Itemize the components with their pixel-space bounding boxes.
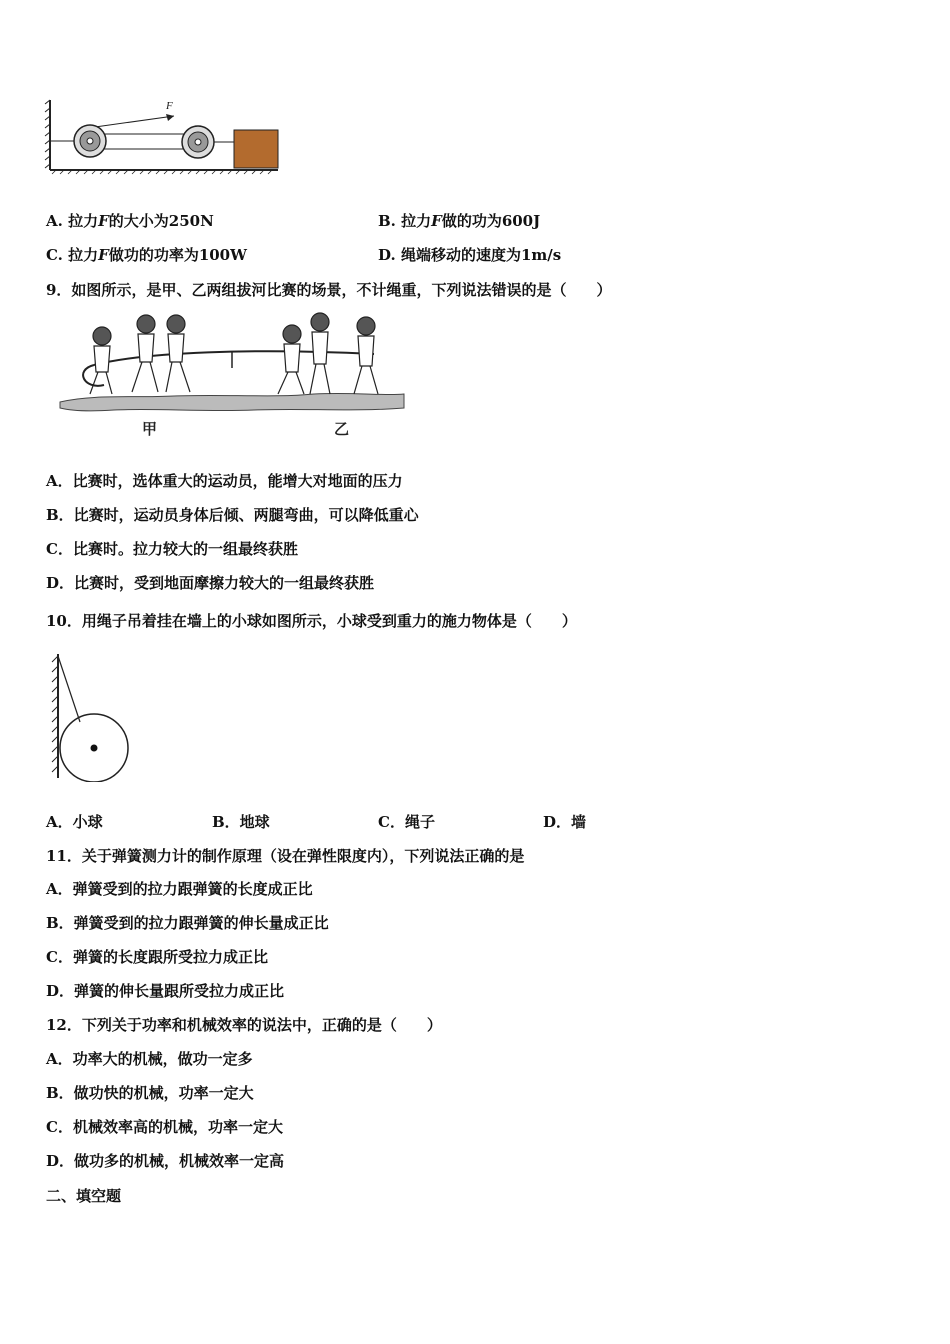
q11-option-a: A．弹簧受到的拉力跟弹簧的长度成正比 <box>46 880 313 898</box>
wooden-block <box>234 130 278 168</box>
q12-option-b: B．做功快的机械，功率一定大 <box>46 1084 254 1102</box>
left-pulley <box>74 125 106 157</box>
q9-option-b: B．比赛时，运动员身体后倾、两腿弯曲，可以降低重心 <box>46 506 419 524</box>
q10-option-d: D．墙 <box>543 813 587 831</box>
q9-option-a: A．比赛时，选体重大的运动员，能增大对地面的压力 <box>46 472 403 490</box>
q9-option-d: D．比赛时，受到地面摩擦力较大的一组最终获胜 <box>46 574 375 592</box>
q10-option-b: B．地球 <box>212 813 270 831</box>
pulley-system-figure <box>44 96 284 178</box>
q12-option-c: C．机械效率高的机械，功率一定大 <box>46 1118 283 1136</box>
q12-option-a: A．功率大的机械，做功一定多 <box>46 1050 253 1068</box>
right-pulley <box>182 126 214 158</box>
q11-option-c: C．弹簧的长度跟所受拉力成正比 <box>46 948 268 966</box>
q11-option-d: D．弹簧的伸长量跟所受拉力成正比 <box>46 982 285 1000</box>
q10-option-a: A．小球 <box>46 813 103 831</box>
q8-option-d: D. 绳端移动的速度为1m/s <box>378 246 562 264</box>
hanging-ball-figure <box>44 650 136 782</box>
q10-stem: 10．用绳子吊着挂在墙上的小球如图所示，小球受到重力的施力物体是（ ） <box>46 612 577 630</box>
q8-option-a: A. 拉力F的大小为250N <box>46 212 214 230</box>
q10-option-c: C．绳子 <box>378 813 435 831</box>
q8-option-c: C. 拉力F做功的功率为100W <box>46 246 247 264</box>
q12-stem: 12．下列关于功率和机械效率的说法中，正确的是（ ） <box>46 1016 442 1034</box>
q11-option-b: B．弹簧受到的拉力跟弹簧的伸长量成正比 <box>46 914 329 932</box>
section-title-fill-blank: 二、填空题 <box>46 1187 122 1205</box>
q8-option-b: B. 拉力F做的功为600J <box>378 212 541 230</box>
q11-stem: 11．关于弹簧测力计的制作原理（设在弹性限度内），下列说法正确的是 <box>46 847 525 865</box>
tug-of-war-figure <box>54 310 410 440</box>
team-jia-label: 甲 <box>142 420 158 438</box>
q12-option-d: D．做功多的机械，机械效率一定高 <box>46 1152 285 1170</box>
q9-option-c: C．比赛时。拉力较大的一组最终获胜 <box>46 540 298 558</box>
q9-stem: 9．如图所示，是甲、乙两组拔河比赛的场景，不计绳重，下列说法错误的是（ ） <box>46 281 612 299</box>
team-yi-label: 乙 <box>334 420 350 438</box>
force-label: F <box>166 100 173 112</box>
